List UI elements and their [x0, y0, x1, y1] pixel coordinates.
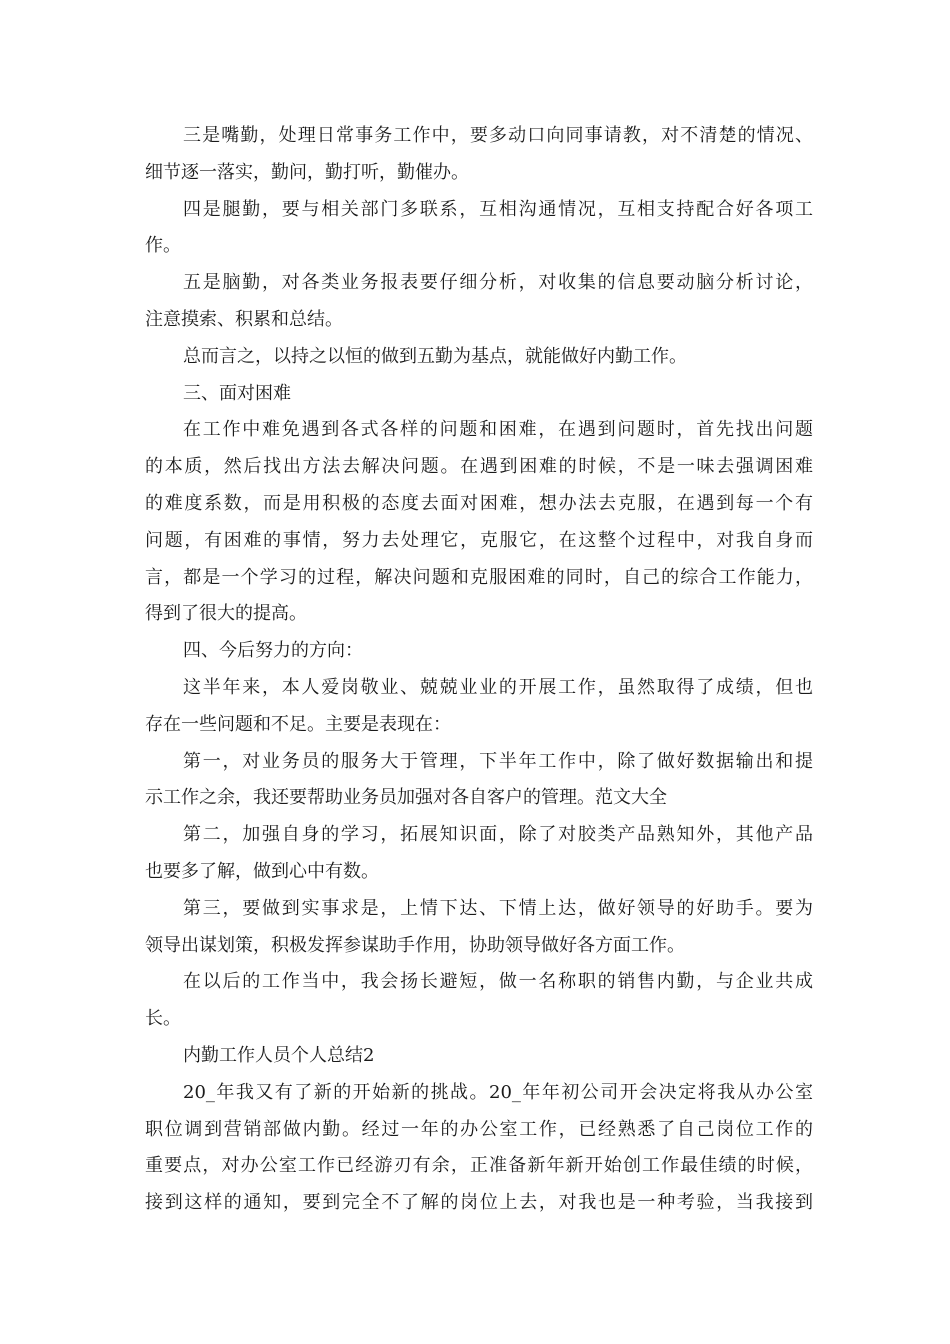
text-line: 作。: [145, 235, 181, 257]
text-line: 接到这样的通知，要到完全不了解的岗位上去，对我也是一种考验，当我接到: [145, 1192, 813, 1214]
text-line: 细节逐一落实，勤问，勤打听，勤催办。: [145, 161, 469, 183]
text-line: 四、今后努力的方向：: [183, 640, 363, 662]
text-line: 职位调到营销部做内勤。经过一年的办公室工作，已经熟悉了自己岗位工作的: [145, 1118, 813, 1140]
text-line: 20_年我又有了新的开始新的挑战。20_年年初公司开会决定将我从办公室: [183, 1081, 813, 1103]
text-line: 得到了很大的提高。: [145, 603, 307, 625]
text-line: 在以后的工作当中，我会扬长避短，做一名称职的销售内勤，与企业共成: [183, 971, 813, 993]
text-line: 这半年来，本人爱岗敬业、兢兢业业的开展工作，虽然取得了成绩，但也: [183, 676, 813, 698]
text-line: 问题，有困难的事情，努力去处理它，克服它，在这整个过程中，对我自身而: [145, 529, 813, 551]
text-line: 四是腿勤，要与相关部门多联系，互相沟通情况，互相支持配合好各项工: [183, 198, 813, 220]
text-line: 示工作之余，我还要帮助业务员加强对各自客户的管理。范文大全: [145, 787, 667, 809]
text-line: 长。: [145, 1008, 181, 1030]
text-line: 第三，要做到实事求是，上情下达、下情上达，做好领导的好助手。要为: [183, 897, 813, 919]
text-line: 第二，加强自身的学习，拓展知识面，除了对胶类产品熟知外，其他产品: [183, 824, 813, 846]
text-line: 的难度系数，而是用积极的态度去面对困难，想办法去克服，在遇到每一个有: [145, 492, 813, 514]
text-line: 言，都是一个学习的过程，解决问题和克服困难的同时，自己的综合工作能力，: [145, 566, 813, 588]
text-line: 第一，对业务员的服务大于管理，下半年工作中，除了做好数据输出和提: [183, 750, 813, 772]
text-line: 三、面对困难: [183, 382, 291, 404]
text-line: 的本质，然后找出方法去解决问题。在遇到困难的时候，不是一味去强调困难: [145, 456, 813, 478]
text-line: 重要点，对办公室工作已经游刃有余，正准备新年新开始创工作最佳绩的时候，: [145, 1155, 813, 1177]
text-line: 总而言之，以持之以恒的做到五勤为基点，就能做好内勤工作。: [183, 345, 687, 367]
text-line: 在工作中难免遇到各式各样的问题和困难，在遇到问题时，首先找出问题: [183, 419, 813, 441]
text-line: 领导出谋划策，积极发挥参谋助手作用，协助领导做好各方面工作。: [145, 934, 685, 956]
text-line: 注意摸索、积累和总结。: [145, 308, 343, 330]
document-body: [145, 118, 813, 1222]
text-line: 内勤工作人员个人总结2: [183, 1044, 375, 1066]
text-line: 三是嘴勤，处理日常事务工作中，要多动口向同事请教，对不清楚的情况、: [183, 125, 813, 146]
text-line: 存在一些问题和不足。主要是表现在：: [145, 713, 451, 735]
text-line: 五是脑勤，对各类业务报表要仔细分析，对收集的信息要动脑分析讨论，: [183, 272, 813, 294]
text-line: 也要多了解，做到心中有数。: [145, 860, 379, 882]
